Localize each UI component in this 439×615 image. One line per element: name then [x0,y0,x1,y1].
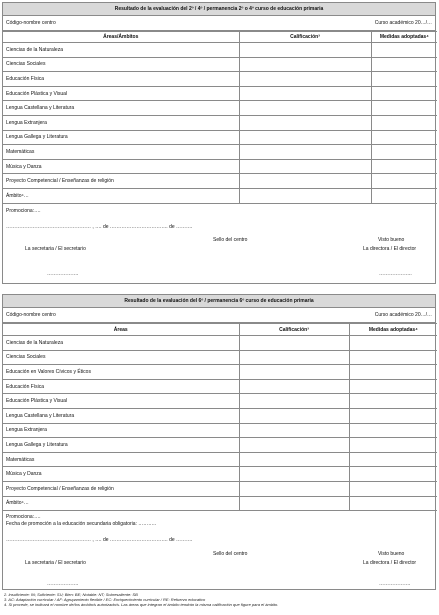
area-name: Ciencias Sociales [3,57,239,72]
academic-year-label: Curso académico 20…/… [374,312,432,318]
grade-cell[interactable] [239,57,371,72]
grade-cell[interactable] [239,43,371,58]
area-name: Lengua Castellana y Literatura [3,101,239,116]
table-row [3,408,437,423]
grade-cell[interactable] [239,101,371,116]
header-measures: Medidas adoptadas⁴ [349,324,437,336]
measures-cell[interactable] [349,336,437,351]
seal-label: Sello del centro [213,551,248,558]
date-line: …………………………………………… , …. de …………………………….. de ………. [6,537,193,544]
table-row [3,86,437,101]
form-title: Resultado de la evaluación del 6º / permanencia 6º curso de educación primaria [3,295,435,308]
measures-cell[interactable] [349,452,437,467]
area-name: Educación Plástica y Visual [3,394,239,409]
header-grade: Calificación³ [239,324,349,336]
grade-cell[interactable] [239,145,371,160]
evaluation-form-6 [2,294,436,590]
area-name: Matemáticas [3,145,239,160]
area-name: Ámbito⁴… [3,496,239,511]
footnote: 3. AC: Adaptación curricular / AF: Agrupamiento flexible / EC: Enriquecimiento curricular / RE: Refuerzo educativo [4,597,206,602]
form-title: Resultado de la evaluación del 2º / 4º / permanencia 2º o 4º curso de educación primaria [3,3,435,16]
area-name: Ciencias de la Naturaleza [3,43,239,58]
area-name: Lengua Extranjera [3,423,239,438]
measures-cell[interactable] [349,423,437,438]
header-measures: Medidas adoptadas⁴ [371,32,437,43]
area-name: Educación Física [3,379,239,394]
visto-bueno-label: Visto bueno [378,551,405,558]
grades-table [3,31,437,204]
grade-cell[interactable] [239,394,349,409]
measures-cell[interactable] [371,43,437,58]
evaluation-form-2-4 [2,2,436,284]
table-row [3,394,437,409]
area-name: Lengua Gallega y Literatura [3,438,239,453]
center-code-label: Código-nombre centro [6,312,56,318]
area-name: Matemáticas [3,452,239,467]
table-row [3,101,437,116]
area-name: Proyecto Competencial / Enseñanzas de religión [3,174,239,189]
area-name: Ciencias Sociales [3,350,239,365]
measures-cell[interactable] [371,159,437,174]
seal-label: Sello del centro [213,236,248,243]
grade-cell[interactable] [239,452,349,467]
director-signature-line: ……………….. [379,270,412,277]
grade-cell[interactable] [239,365,349,380]
grade-cell[interactable] [239,408,349,423]
measures-cell[interactable] [349,467,437,482]
area-name: Lengua Gallega y Literatura [3,130,239,145]
grade-cell[interactable] [239,423,349,438]
table-row [3,57,437,72]
grade-cell[interactable] [239,159,371,174]
measures-cell[interactable] [371,86,437,101]
measures-cell[interactable] [371,145,437,160]
grade-cell[interactable] [239,496,349,511]
table-row [3,423,437,438]
table-row [3,379,437,394]
table-row [3,336,437,351]
measures-cell[interactable] [349,365,437,380]
table-row [3,72,437,87]
grade-cell[interactable] [239,174,371,189]
center-code-row [3,16,435,31]
director-label: La directora / El director [363,560,417,567]
measures-cell[interactable] [349,438,437,453]
table-row [3,174,437,189]
grade-cell[interactable] [239,467,349,482]
signature-section [3,511,435,591]
area-name: Música y Danza [3,159,239,174]
grade-cell[interactable] [239,438,349,453]
area-name: Educación Física [3,72,239,87]
grade-cell[interactable] [239,130,371,145]
area-name: Educación Plástica y Visual [3,86,239,101]
secretary-label: La secretaria / El secretario [25,560,86,567]
footnote: 2. Insuficiente: IN; Suficiente: SU; Bien: BE; Notable: NT; Sobresaliente: SB [4,592,138,597]
grade-cell[interactable] [239,115,371,130]
center-code-label: Código-nombre centro [6,20,56,26]
table-row [3,481,437,496]
table-row [3,43,437,58]
measures-cell[interactable] [349,408,437,423]
measures-cell[interactable] [349,379,437,394]
table-row [3,365,437,380]
area-name: Música y Danza [3,467,239,482]
table-row [3,159,437,174]
measures-cell[interactable] [371,174,437,189]
grade-cell[interactable] [239,188,371,203]
footnote: 4. Si procede, se indicará el nombre de/los ámbito/s autorizado/s. Las áreas que integran el ámbito tendrán la misma calificación que figure para el ámbito. [4,602,279,607]
table-row [3,467,437,482]
measures-cell[interactable] [371,101,437,116]
promotion-date-label: Fecha de promoción a la educación secundaria obligatoria: ……….. [6,521,157,528]
center-code-row [3,308,435,323]
measures-cell[interactable] [349,496,437,511]
director-label: La directora / El director [363,245,417,252]
area-name: Ámbito⁴… [3,188,239,203]
table-row [3,115,437,130]
grade-cell[interactable] [239,350,349,365]
area-name: Lengua Extranjera [3,115,239,130]
measures-cell[interactable] [371,188,437,203]
measures-cell[interactable] [349,350,437,365]
table-row [3,188,437,203]
academic-year-label: Curso académico 20…/… [374,20,432,26]
grade-cell[interactable] [239,86,371,101]
grade-cell[interactable] [239,379,349,394]
measures-cell[interactable] [349,394,437,409]
grades-table [3,323,437,511]
grade-cell[interactable] [239,481,349,496]
measures-cell[interactable] [371,57,437,72]
area-name: Ciencias de la Naturaleza [3,336,239,351]
secretary-signature-line: ………………. [47,581,79,588]
secretary-label: La secretaria / El secretario [25,245,86,252]
area-name: Proyecto Competencial / Enseñanzas de religión [3,481,239,496]
date-line: …………………………………………… , …. de …………………………….. de ………. [6,223,193,230]
signature-section [3,204,435,296]
promotion-label: Promociona:…. [6,514,41,521]
table-row [3,438,437,453]
header-areas: Áreas [3,324,239,336]
table-row [3,452,437,467]
table-row [3,496,437,511]
grade-cell[interactable] [239,72,371,87]
table-row [3,130,437,145]
secretary-signature-line: ………………. [47,270,79,277]
measures-cell[interactable] [371,72,437,87]
footnotes [4,592,278,607]
header-areas: Áreas/Ámbitos [3,32,239,43]
promotion-label: Promociona:…. [6,207,41,214]
director-signature-line: ………………. [379,581,411,588]
table-row [3,145,437,160]
measures-cell[interactable] [349,481,437,496]
grade-cell[interactable] [239,336,349,351]
area-name: Lengua Castellana y Literatura [3,408,239,423]
header-grade: Calificación³ [239,32,371,43]
area-name: Educación en Valores Cívicos y Éticos [3,365,239,380]
visto-bueno-label: Visto bueno [378,236,405,243]
measures-cell[interactable] [371,115,437,130]
table-row [3,350,437,365]
measures-cell[interactable] [371,130,437,145]
